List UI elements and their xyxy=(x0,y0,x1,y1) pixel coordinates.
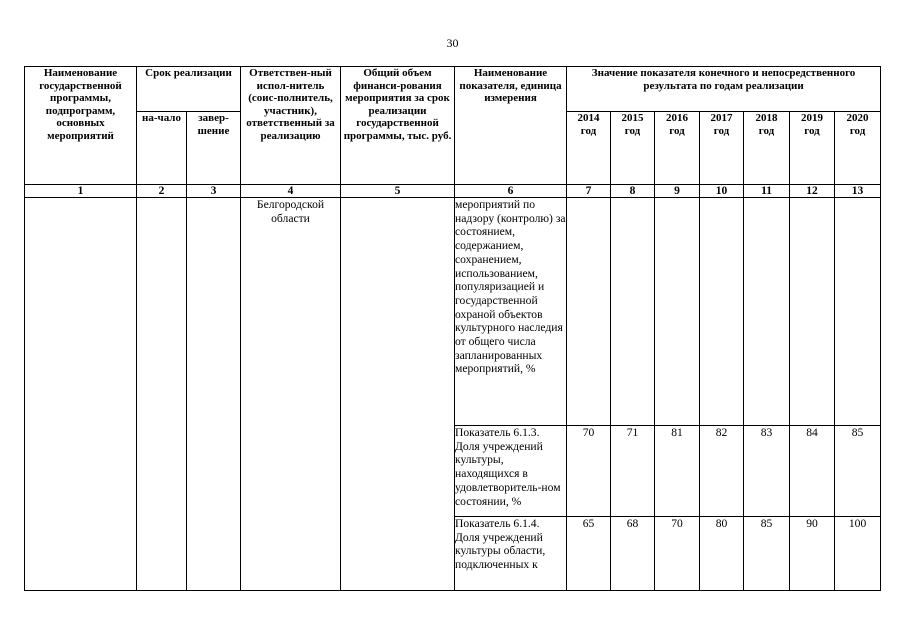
header-term-start: на-чало xyxy=(137,112,187,185)
indicators-table xyxy=(24,66,881,591)
table-row xyxy=(25,198,881,426)
header-year-2014: 2014 год xyxy=(567,112,611,185)
value-cell: 81 xyxy=(655,426,700,517)
value-cell: 100 xyxy=(835,517,881,591)
column-number: 8 xyxy=(611,185,655,198)
value-cell: 90 xyxy=(790,517,835,591)
header-finance: Общий объем финанси-рования мероприятия за срок реализации государственной программы, тыс. руб. xyxy=(341,67,455,185)
value-cell: 85 xyxy=(744,517,790,591)
column-number: 1 xyxy=(25,185,137,198)
header-year-2015: 2015 год xyxy=(611,112,655,185)
column-number: 2 xyxy=(137,185,187,198)
header-program-name: Наименование государственной программы, подпрограмм, основных мероприятий xyxy=(25,67,137,185)
value-cell xyxy=(611,198,655,426)
indicator-cell: Показатель 6.1.3. Доля учреждений культуры, находящихся в удовлетворитель-ном состоянии, % xyxy=(455,426,567,517)
column-number: 10 xyxy=(700,185,744,198)
program-name-cell xyxy=(25,198,137,591)
value-cell xyxy=(567,198,611,426)
indicator-cell: мероприятий по надзору (контролю) за состоянием, содержанием, сохранением, использованием, популяризацией и государственной охраной объектов культурного наследия от общего числа запланированных мероприятий, % xyxy=(455,198,567,426)
value-cell: 85 xyxy=(835,426,881,517)
header-year-2019: 2019 год xyxy=(790,112,835,185)
header-year-2016: 2016 год xyxy=(655,112,700,185)
header-values: Значение показателя конечного и непосредственного результата по годам реализации xyxy=(567,67,881,112)
column-number: 3 xyxy=(187,185,241,198)
header-indicator: Наименование показателя, единица измерения xyxy=(455,67,567,185)
value-cell: 65 xyxy=(567,517,611,591)
value-cell xyxy=(744,198,790,426)
value-cell xyxy=(655,198,700,426)
value-cell: 70 xyxy=(655,517,700,591)
term-end-cell xyxy=(187,198,241,591)
header-term-end: завер-шение xyxy=(187,112,241,185)
value-cell: 80 xyxy=(700,517,744,591)
column-number: 5 xyxy=(341,185,455,198)
value-cell: 84 xyxy=(790,426,835,517)
header-year-2018: 2018 год xyxy=(744,112,790,185)
column-number: 11 xyxy=(744,185,790,198)
column-number: 7 xyxy=(567,185,611,198)
finance-cell xyxy=(341,198,455,591)
term-start-cell xyxy=(137,198,187,591)
value-cell: 71 xyxy=(611,426,655,517)
value-cell: 83 xyxy=(744,426,790,517)
column-numbers-row xyxy=(25,185,881,198)
value-cell: 70 xyxy=(567,426,611,517)
column-number: 12 xyxy=(790,185,835,198)
header-responsible: Ответствен-ный испол-нитель (соис-полнитель, участник), ответственный за реализацию xyxy=(241,67,341,185)
value-cell xyxy=(700,198,744,426)
header-term: Срок реализации xyxy=(137,67,241,112)
header-year-2017: 2017 год xyxy=(700,112,744,185)
responsible-cell: Белгородской области xyxy=(241,198,341,591)
column-number: 6 xyxy=(455,185,567,198)
column-number: 13 xyxy=(835,185,881,198)
value-cell: 82 xyxy=(700,426,744,517)
column-number: 4 xyxy=(241,185,341,198)
header-row-1 xyxy=(25,67,881,112)
column-number: 9 xyxy=(655,185,700,198)
value-cell: 68 xyxy=(611,517,655,591)
indicator-cell: Показатель 6.1.4. Доля учреждений культуры области, подключенных к xyxy=(455,517,567,591)
value-cell xyxy=(790,198,835,426)
value-cell xyxy=(835,198,881,426)
header-year-2020: 2020 год xyxy=(835,112,881,185)
page-number: 30 xyxy=(446,36,459,50)
